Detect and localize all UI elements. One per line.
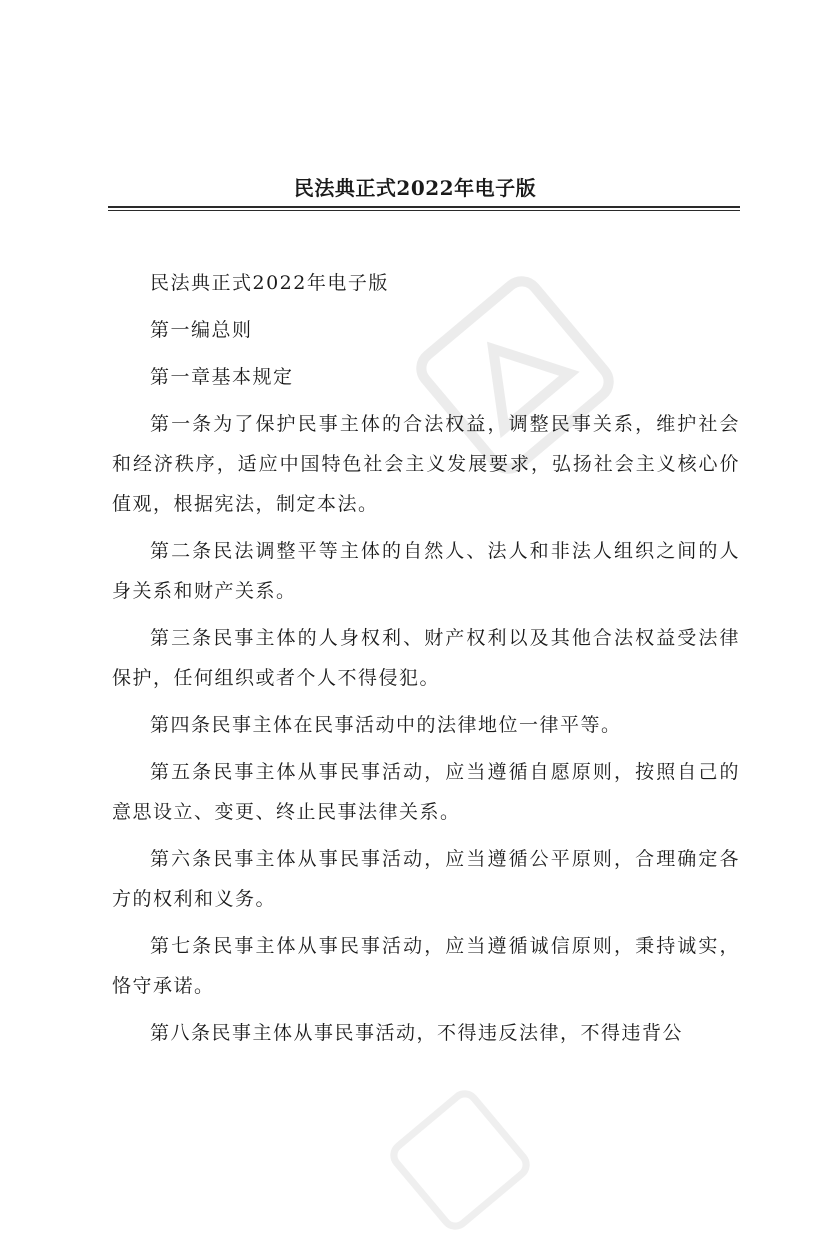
document-title: 民法典正式2022年电子版: [293, 176, 537, 200]
paragraph-subtitle: 民法典正式2022年电子版: [150, 272, 389, 294]
article-7: 第七条民事主体从事民事活动，应当遵循诚信原则，秉持诚实，恪守承诺。: [112, 935, 740, 997]
watermark-logo-bottom: [375, 1075, 544, 1244]
header-rule-thick: [108, 206, 740, 208]
article-3: 第三条民事主体的人身权利、财产权利以及其他合法权益受法律保护，任何组织或者个人不得侵犯。: [112, 627, 740, 689]
paragraph-part-heading: 第一编总则: [150, 319, 253, 341]
article-1: 第一条为了保护民事主体的合法权益，调整民事关系，维护社会和经济秩序，适应中国特色社会主义发展要求，弘扬社会主义核心价值观，根据宪法，制定本法。: [112, 413, 740, 515]
document-body: [112, 263, 740, 1060]
header-rule-thin: [108, 210, 740, 211]
article-6: 第六条民事主体从事民事活动，应当遵循公平原则，合理确定各方的权利和义务。: [112, 848, 740, 910]
paragraph-chapter-heading: 第一章基本规定: [150, 366, 294, 388]
article-4: 第四条民事主体在民事活动中的法律地位一律平等。: [150, 714, 622, 736]
article-2: 第二条民法调整平等主体的自然人、法人和非法人组织之间的人身关系和财产关系。: [112, 540, 740, 602]
article-5: 第五条民事主体从事民事活动，应当遵循自愿原则，按照自己的意思设立、变更、终止民事法律关系。: [112, 761, 740, 823]
article-8: 第八条民事主体从事民事活动，不得违反法律，不得违背公: [150, 1022, 684, 1044]
